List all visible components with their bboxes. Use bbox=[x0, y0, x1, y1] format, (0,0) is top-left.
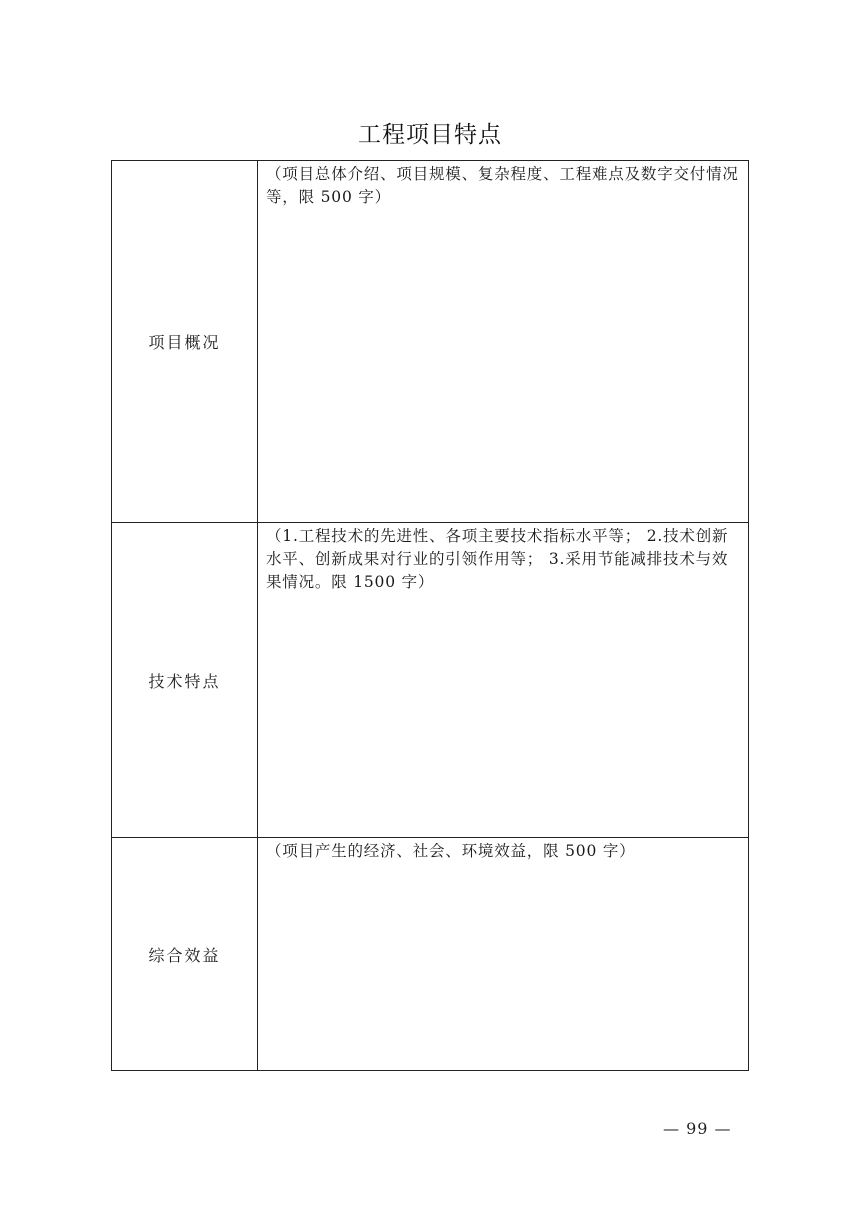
row-label-technical: 技术特点 bbox=[112, 523, 258, 838]
content-cell-benefits[interactable] bbox=[258, 838, 749, 1071]
hint-text-benefits: （项目产生的经济、社会、环境效益，限 500 字） bbox=[266, 842, 636, 860]
project-features-table bbox=[111, 160, 749, 1071]
hint-text-technical: （1.工程技术的先进性、各项主要技术指标水平等； 2.技术创新水平、创新成果对行业的引领作用等； 3.采用节能减排技术与效果情况。限 1500 字） bbox=[266, 527, 729, 591]
content-cell-technical[interactable] bbox=[258, 523, 749, 838]
table-row-benefits bbox=[112, 838, 749, 1071]
page-number: — 99 — bbox=[663, 1119, 732, 1138]
page-title: 工程项目特点 bbox=[358, 122, 502, 148]
content-cell-overview[interactable] bbox=[258, 161, 749, 523]
row-label-overview: 项目概况 bbox=[112, 161, 258, 523]
table-row-overview bbox=[112, 161, 749, 523]
row-label-benefits: 综合效益 bbox=[112, 838, 258, 1071]
table-row-technical bbox=[112, 523, 749, 838]
hint-text-overview: （项目总体介绍、项目规模、复杂程度、工程难点及数字交付情况等，限 500 字） bbox=[266, 165, 739, 206]
